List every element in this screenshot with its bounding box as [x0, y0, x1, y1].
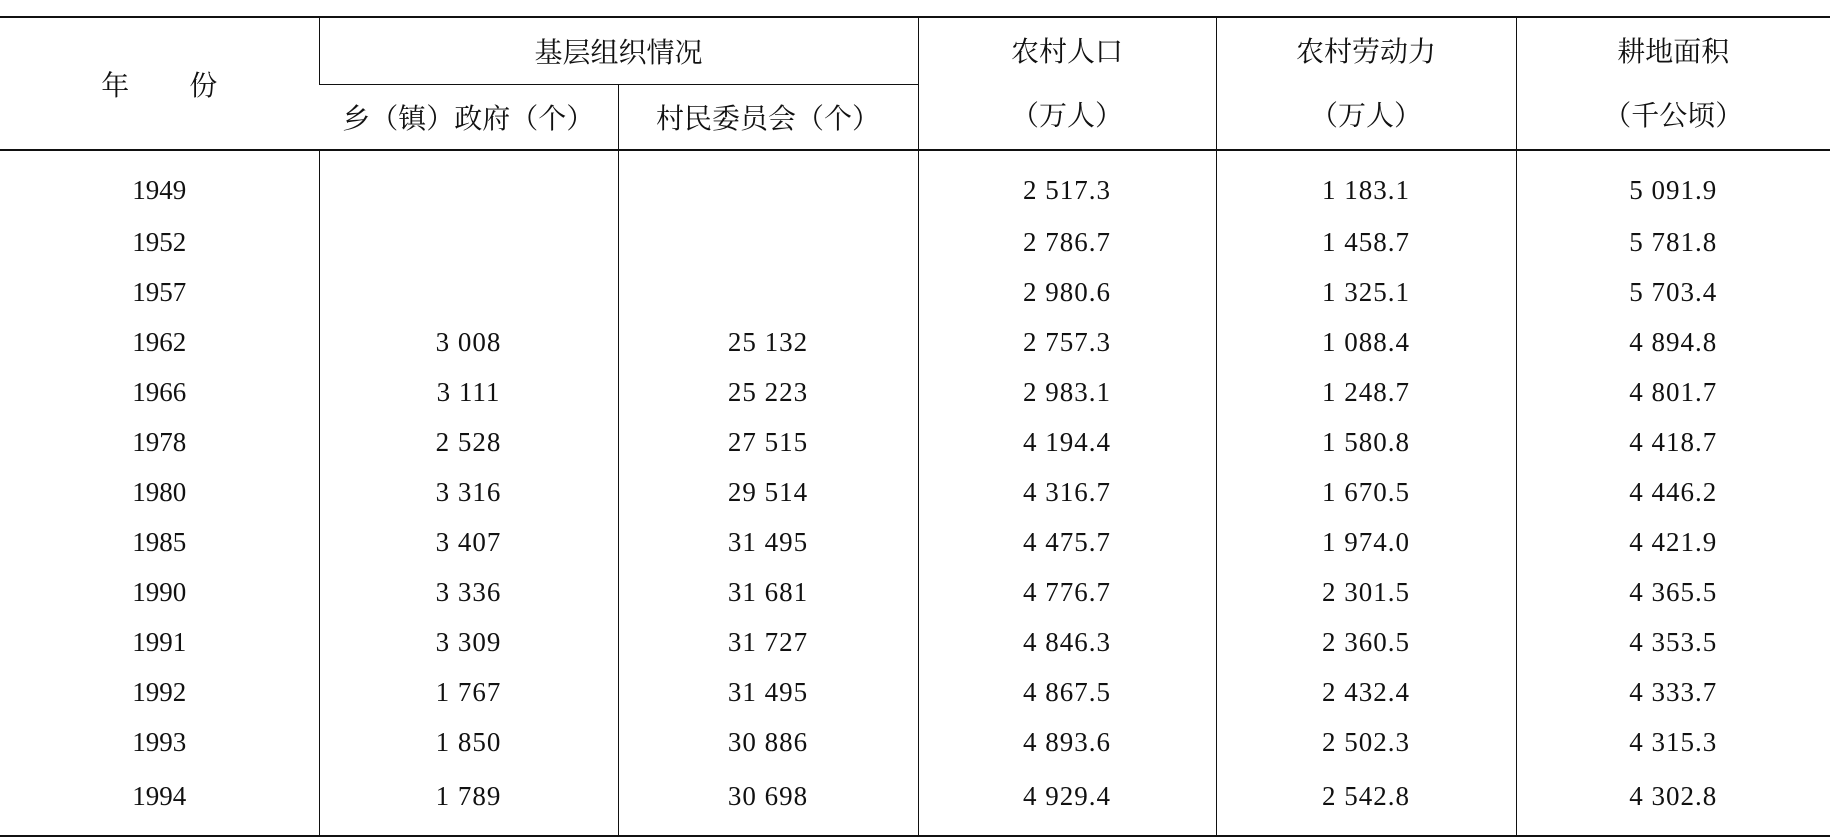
table-row — [0, 150, 1830, 217]
cell-village-committee: 25 132 — [618, 317, 918, 367]
table-row — [0, 767, 1830, 836]
cell-rural-labor: 1 580.8 — [1216, 417, 1516, 467]
cell-rural-labor: 2 542.8 — [1216, 767, 1516, 836]
table-header — [0, 17, 1830, 150]
cell-rural-population: 4 316.7 — [918, 467, 1216, 517]
table-row — [0, 417, 1830, 467]
cell-rural-labor: 2 502.3 — [1216, 717, 1516, 767]
header-cultivated-land — [1516, 17, 1830, 150]
cell-rural-population: 2 757.3 — [918, 317, 1216, 367]
header-cultivated-land-unit: （千公顷） — [1603, 98, 1744, 132]
cell-rural-labor: 1 325.1 — [1216, 267, 1516, 317]
cell-village-committee — [618, 267, 918, 317]
cell-village-committee: 27 515 — [618, 417, 918, 467]
cell-village-committee: 31 681 — [618, 567, 918, 617]
cell-rural-labor: 2 432.4 — [1216, 667, 1516, 717]
cell-rural-population: 2 980.6 — [918, 267, 1216, 317]
cell-township-government: 3 336 — [319, 567, 618, 617]
cell-village-committee: 31 495 — [618, 667, 918, 717]
cell-rural-population: 4 776.7 — [918, 567, 1216, 617]
cell-village-committee: 30 698 — [618, 767, 918, 836]
cell-rural-labor: 1 670.5 — [1216, 467, 1516, 517]
cell-year: 1957 — [132, 276, 187, 307]
cell-rural-labor: 1 248.7 — [1216, 367, 1516, 417]
cell-year: 1990 — [132, 576, 187, 607]
cell-rural-labor: 1 088.4 — [1216, 317, 1516, 367]
cell-cultivated-land: 4 333.7 — [1516, 667, 1830, 717]
header-year — [0, 17, 319, 150]
header-rural-labor-unit: （万人） — [1310, 98, 1423, 132]
cell-year: 1962 — [132, 326, 187, 357]
cell-township-government: 3 309 — [319, 617, 618, 667]
cell-cultivated-land: 4 353.5 — [1516, 617, 1830, 667]
header-rural-labor-title: 农村劳动力 — [1296, 34, 1437, 68]
cell-rural-labor: 2 301.5 — [1216, 567, 1516, 617]
cell-year: 1992 — [132, 676, 187, 707]
cell-rural-labor: 2 360.5 — [1216, 617, 1516, 667]
cell-village-committee — [618, 150, 918, 217]
cell-cultivated-land: 4 365.5 — [1516, 567, 1830, 617]
header-grassroots-organization: 基层组织情况 — [319, 17, 918, 85]
cell-rural-population: 4 867.5 — [918, 667, 1216, 717]
header-rural-population — [918, 17, 1216, 150]
table-row — [0, 367, 1830, 417]
cell-year: 1966 — [132, 376, 187, 407]
cell-year: 1952 — [132, 226, 187, 257]
cell-rural-population: 4 929.4 — [918, 767, 1216, 836]
cell-cultivated-land: 5 781.8 — [1516, 217, 1830, 267]
cell-township-government: 1 789 — [319, 767, 618, 836]
header-year-char-2: 份 — [189, 68, 218, 102]
cell-village-committee: 25 223 — [618, 367, 918, 417]
cell-village-committee: 31 727 — [618, 617, 918, 667]
cell-cultivated-land: 4 446.2 — [1516, 467, 1830, 517]
header-township-government: 乡（镇）政府（个） — [319, 85, 618, 151]
cell-cultivated-land: 4 801.7 — [1516, 367, 1830, 417]
cell-cultivated-land: 4 418.7 — [1516, 417, 1830, 467]
cell-year: 1985 — [132, 526, 187, 557]
table-row — [0, 217, 1830, 267]
cell-village-committee: 29 514 — [618, 467, 918, 517]
cell-rural-population: 2 517.3 — [918, 150, 1216, 217]
table-row — [0, 667, 1830, 717]
header-cultivated-land-title: 耕地面积 — [1617, 34, 1730, 68]
cell-rural-labor: 1 974.0 — [1216, 517, 1516, 567]
cell-township-government: 3 316 — [319, 467, 618, 517]
cell-year: 1993 — [132, 726, 187, 757]
cell-township-government: 3 407 — [319, 517, 618, 567]
header-village-committee: 村民委员会（个） — [618, 85, 918, 151]
cell-cultivated-land: 4 302.8 — [1516, 767, 1830, 836]
cell-cultivated-land: 5 091.9 — [1516, 150, 1830, 217]
statistics-table-container — [0, 16, 1830, 837]
cell-year: 1991 — [132, 626, 187, 657]
header-rural-population-unit: （万人） — [1011, 98, 1124, 132]
table-row — [0, 267, 1830, 317]
table-row — [0, 717, 1830, 767]
cell-township-government — [319, 150, 618, 217]
cell-village-committee: 30 886 — [618, 717, 918, 767]
table-row — [0, 467, 1830, 517]
cell-rural-labor: 1 183.1 — [1216, 150, 1516, 217]
cell-rural-population: 4 846.3 — [918, 617, 1216, 667]
header-rural-labor — [1216, 17, 1516, 150]
cell-township-government: 1 767 — [319, 667, 618, 717]
cell-rural-population: 4 893.6 — [918, 717, 1216, 767]
table-body — [0, 150, 1830, 836]
header-rural-population-title: 农村人口 — [1011, 34, 1124, 68]
cell-year: 1980 — [132, 476, 187, 507]
cell-rural-population: 2 786.7 — [918, 217, 1216, 267]
cell-rural-population: 4 194.4 — [918, 417, 1216, 467]
table-row — [0, 517, 1830, 567]
cell-year: 1978 — [132, 426, 187, 457]
cell-township-government: 3 111 — [319, 367, 618, 417]
cell-rural-population: 4 475.7 — [918, 517, 1216, 567]
cell-township-government — [319, 267, 618, 317]
rural-statistics-table — [0, 16, 1830, 837]
cell-township-government: 3 008 — [319, 317, 618, 367]
cell-rural-labor: 1 458.7 — [1216, 217, 1516, 267]
cell-cultivated-land: 4 894.8 — [1516, 317, 1830, 367]
cell-township-government — [319, 217, 618, 267]
cell-township-government: 1 850 — [319, 717, 618, 767]
header-year-char-1: 年 — [101, 68, 130, 102]
table-row — [0, 317, 1830, 367]
cell-cultivated-land: 5 703.4 — [1516, 267, 1830, 317]
table-row — [0, 567, 1830, 617]
table-row — [0, 617, 1830, 667]
cell-cultivated-land: 4 421.9 — [1516, 517, 1830, 567]
cell-cultivated-land: 4 315.3 — [1516, 717, 1830, 767]
cell-year: 1949 — [132, 174, 187, 205]
cell-year: 1994 — [0, 767, 319, 836]
cell-township-government: 2 528 — [319, 417, 618, 467]
cell-village-committee: 31 495 — [618, 517, 918, 567]
cell-village-committee — [618, 217, 918, 267]
cell-rural-population: 2 983.1 — [918, 367, 1216, 417]
